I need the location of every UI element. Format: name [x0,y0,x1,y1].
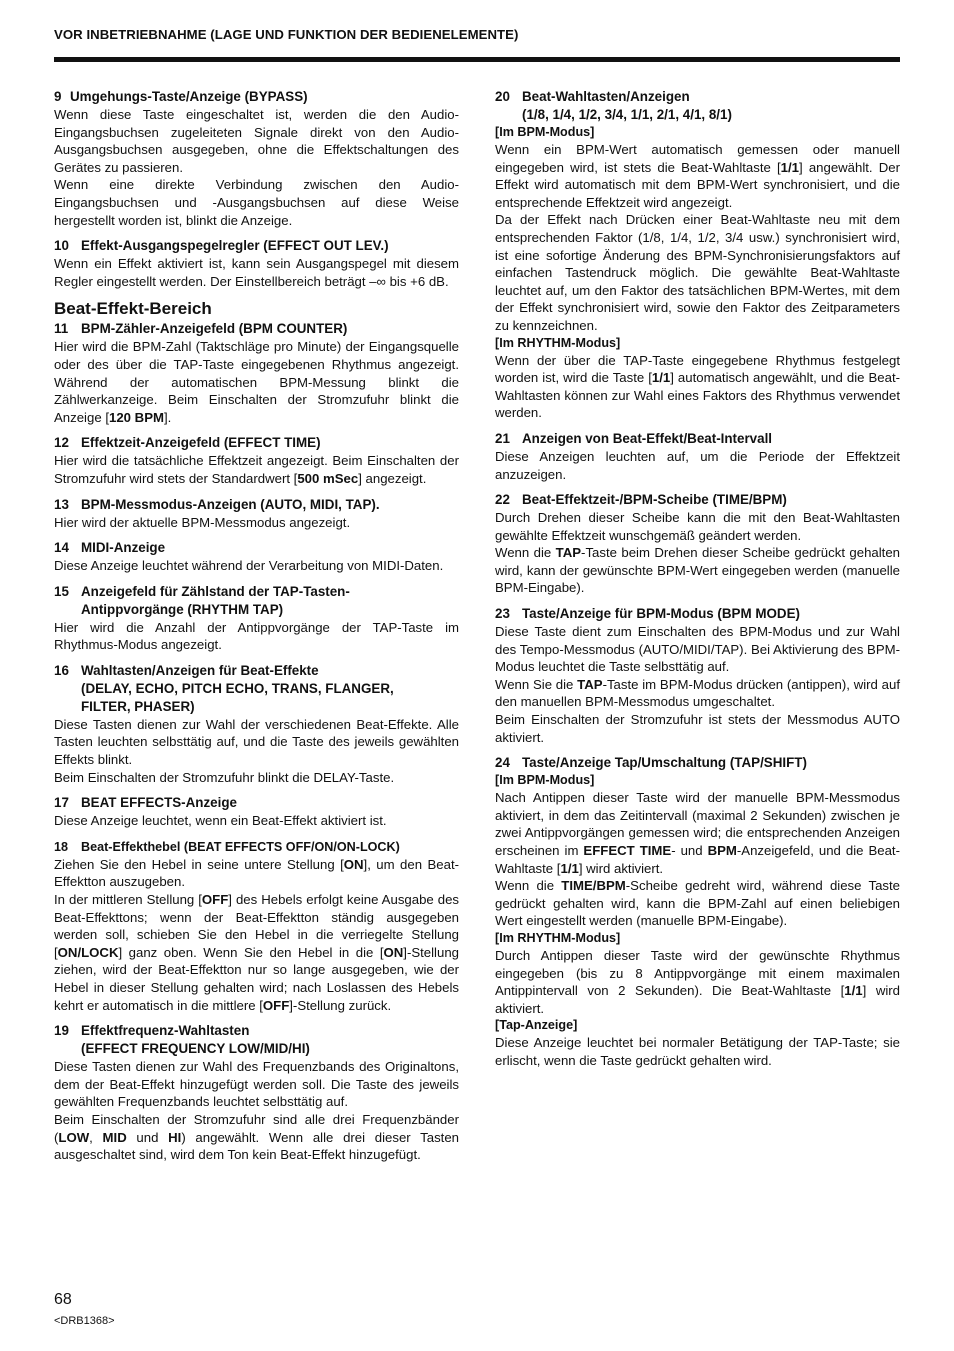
subheading: [Tap-Anzeige] [495,1018,578,1033]
section-heading: 24 Taste/Anzeige Tap/Umschaltung (TAP/SHIFT) [495,755,807,771]
section-23 [495,605,900,746]
paragraph: Hier wird die Anzahl der Antippvorgänge der TAP-Taste im Rhythmus-Modus angezeigt. [54,619,459,653]
paragraph: Ziehen Sie den Hebel in seine untere Stellung [ON], um den Beat-Effektton auszugeben. [54,856,459,890]
section-heading: 14 MIDI-Anzeige [54,540,166,556]
section-16 [54,662,459,786]
paragraph: Wenn ein BPM-Wert automatisch gemessen oder manuell eingegeben wird, ist stets die Beat-Wahltaste [1/1] angewählt. Der Effekt wird automatisch mit dem BPM-Wert synchronisiert, und die entsprechende Effektzeit wird angezeigt. [495,142,901,210]
paragraph: Nach Antippen dieser Taste wird der manuelle BPM-Messmodus aktiviert, in dem das Zeitintervall (maximal 2 Sekunden) zwischen je zwei Antippvorgängen gemessen wird; die entsprechenden Anzeigen erscheinen im EFFECT TIME- und BPM-Anzeigefeld, und die Beat-Wahltaste [1/1] wird aktiviert. [495,790,900,876]
paragraph: Da der Effekt nach Drücken einer Beat-Wahltaste neu mit dem entsprechenden Faktor (1/8, 1/4, 1/2, 3/4 usw.) synchronisiert wird, ist eine sofortige Änderung des BPM-Synchronisierungsfaktors auf einfachen Tastendruck möglich. Die gewählte Beat-Wahltaste leuchtet auf, um den Faktor des tatsächlichen BPM-Wertes, mit dem der Effekt synchronisiert wird, sowie den Faktor des Zeitparameters zu kennzeichnen. [495,212,900,333]
section-heading: 21 Anzeigen von Beat-Effekt/Beat-Intervall [495,430,773,446]
section-heading: 20 Beat-Wahltasten/Anzeigen (1/8, 1/4, 1/2, 3/4, 1/1, 2/1, 4/1, 8/1) [495,89,732,122]
subheading: [Im RHYTHM-Modus] [495,930,621,945]
section-14 [54,539,459,575]
area-title: Beat-Effekt-Bereich [54,299,212,319]
section-20 [495,88,900,422]
subheading: [Im RHYTHM-Modus] [495,335,621,350]
section-12 [54,434,459,487]
section-heading: 19 Effektfrequenz-Wahltasten (EFFECT FREQUENCY LOW/MID/HI) [54,1023,310,1057]
paragraph: Wenn ein Effekt aktiviert ist, kann sein Ausgangspegel mit diesem Regler eingestellt werden. Der Einstellbereich beträgt –∞ bis +6 dB. [54,256,459,289]
section-19 [54,1022,459,1164]
section-22 [495,491,900,597]
left-column [54,88,459,1172]
paragraph: Beim Einschalten der Stromzufuhr blinkt die DELAY-Taste. [54,769,395,785]
paragraph: In der mittleren Stellung [OFF] des Hebels erfolgt keine Ausgabe des Beat-Effekttons; wenn der Beat-Effektton ständig ausgegeben werden soll, schieben Sie den Hebel in die verriegelte Stellung [ON/LOCK] ganz oben. Wenn Sie den Hebel in die [ON]-Stellung ziehen, wird der Beat-Effektton nur so lange ausgegeben, wie der Hebel in dieser Stellung gehalten wird; nach Loslassen des Hebels kehrt er automatisch in die mittlere [OFF]-Stellung zurück. [54,892,459,1013]
paragraph: Beim Einschalten der Stromzufuhr sind alle drei Frequenzbänder (LOW, MID und HI) angewählt. Wenn alle drei dieser Tasten ausgeschaltet sind, wird dem Ton kein Beat-Effekt hinzugefügt. [54,1111,459,1163]
section-heading: 10 Effekt-Ausgangspegelregler (EFFECT OUT LEV.) [54,238,389,254]
section-heading: 9 Umgehungs-Taste/Anzeige (BYPASS) [54,89,308,104]
right-column [495,88,900,1078]
paragraph: Wenn der über die TAP-Taste eingegebene Rhythmus festgelegt worden ist, wird die Taste [1/1] automatisch angewählt, und die Beat-Wahltasten können zur Wahl eines Faktors des Rhythmus verwendet werden. [495,352,900,421]
paragraph: Diese Tasten dienen zur Wahl der verschiedenen Beat-Effekte. Alle Tasten leuchten selbsttätig auf, und die Taste des jeweils gewählten Effekts blinkt. [54,716,459,768]
section-heading: 13 BPM-Messmodus-Anzeigen (AUTO, MIDI, TAP). [54,496,380,512]
paragraph: Diese Tasten dienen zur Wahl des Frequenzbands des Originaltons, dem der Beat-Effekt hinzugefügt werden soll. Die Taste des jeweils gewählten Frequenzbands leuchtet selbsttätig auf. [54,1059,459,1110]
section-18 [54,838,459,1014]
document-code: <DRB1368> [54,1315,115,1327]
paragraph: Wenn die TAP-Taste beim Drehen dieser Scheibe gedrückt gehalten wird, kann der gewünschte BPM-Wert eingegeben werden (manuelle BPM-Eingabe). [495,545,901,596]
paragraph: Hier wird die tatsächliche Effektzeit angezeigt. Beim Einschalten der Stromzufuhr wird stets der Standardwert [500 mSec] angezeigt. [54,453,459,486]
paragraph: Beim Einschalten der Stromzufuhr ist stets der Messmodus AUTO aktiviert. [495,712,900,745]
paragraph: Durch Antippen dieser Taste wird der gewünschte Rhythmus eingegeben (bis zu 8 Antippvorgänge mit einem maximalen Antippintervall von 2 Sekunden). Die Beat-Wahltaste [1/1] wird aktiviert. [495,947,900,1016]
subheading: [Im BPM-Modus] [495,773,595,788]
section-11 [54,320,459,426]
section-heading: 18 Beat-Effekthebel (BEAT EFFECTS OFF/ON/ON-LOCK) [54,839,400,854]
paragraph: Hier wird die BPM-Zahl (Taktschläge pro Minute) der Eingangsquelle oder des über die TAP-Taste eingegebenen Rhythmus angezeigt. Während der automatischen BPM-Messung blinkt die Zählwerkanzeige. Beim Einschalten der Stromzufuhr blinkt die Anzeige [120 BPM]. [54,339,459,425]
header-rule [54,57,900,62]
paragraph: Diese Anzeigen leuchten auf, um die Periode der Effektzeit anzuzeigen. [495,448,900,482]
section-13 [54,496,459,532]
section-17 [54,794,459,830]
section-21 [495,430,900,483]
paragraph: Hier wird der aktuelle BPM-Messmodus angezeigt. [54,514,351,530]
section-heading: 17 BEAT EFFECTS-Anzeige [54,795,237,811]
section-heading: 16 Wahltasten/Anzeigen für Beat-Effekte (DELAY, ECHO, PITCH ECHO, TRANS, FLANGER, FILTER, PHASER) [54,662,394,714]
subheading: [Im BPM-Modus] [495,125,595,139]
section-9 [54,88,459,229]
paragraph: Diese Anzeige leuchtet bei normaler Betätigung der TAP-Taste; sie erlischt, wenn die Taste gedrückt gehalten wird. [495,1035,900,1068]
paragraph: Diese Taste dient zum Einschalten des BPM-Modus und zur Wahl des Tempo-Messmodus (AUTO/MIDI/TAP). Bei Aktivierung des BPM-Modus leuchtet die Taste selbsttätig auf. [495,624,900,675]
paragraph: Wenn eine direkte Verbindung zwischen den Audio-Eingangsbuchsen und -Ausgangsbuchsen auf diese Weise hergestellt worden ist, blinkt die Anzeige. [54,177,459,228]
section-heading: 11 BPM-Zähler-Anzeigefeld (BPM COUNTER) [54,321,348,337]
paragraph: Diese Anzeige leuchtet, wenn ein Beat-Effekt aktiviert ist. [54,813,387,829]
section-15 [54,583,459,654]
section-10 [54,237,459,290]
section-heading: 12 Effektzeit-Anzeigefeld (EFFECT TIME) [54,435,321,451]
paragraph: Durch Drehen dieser Scheibe kann die mit den Beat-Wahltasten gewählte Effektzeit wunschgemäß geändert werden. [495,510,900,543]
paragraph: Wenn Sie die TAP-Taste im BPM-Modus drücken (antippen), wird auf den manuellen BPM-Messmodus umgeschaltet. [495,676,900,710]
section-24 [495,754,900,1069]
paragraph: Wenn die TIME/BPM-Scheibe gedreht wird, während diese Taste gedrückt gehalten wird, kann die BPM-Zahl auf einen beliebigen Wert eingestellt werden (manuelle BPM-Eingabe). [495,878,900,929]
page-number: 68 [54,1291,72,1308]
section-heading: 23 Taste/Anzeige für BPM-Modus (BPM MODE) [495,606,800,622]
section-heading: 15 Anzeigefeld für Zählstand der TAP-Tasten- Antippvorgänge (RHYTHM TAP) [54,583,350,617]
section-heading: 22 Beat-Effektzeit-/BPM-Scheibe (TIME/BPM) [495,492,787,508]
paragraph: Wenn diese Taste eingeschaltet ist, werden die den Audio-Eingangsbuchsen zugeleiteten Signale direkt von den Audio-Ausgangsbuchsen ausgegeben, ohne die Effektschaltungen des Gerätes zu passieren. [54,107,459,175]
paragraph: Diese Anzeige leuchtet während der Verarbeitung von MIDI-Daten. [54,558,444,574]
page-header: VOR INBETRIEBNAHME (LAGE UND FUNKTION DER BEDIENELEMENTE) [54,27,519,42]
